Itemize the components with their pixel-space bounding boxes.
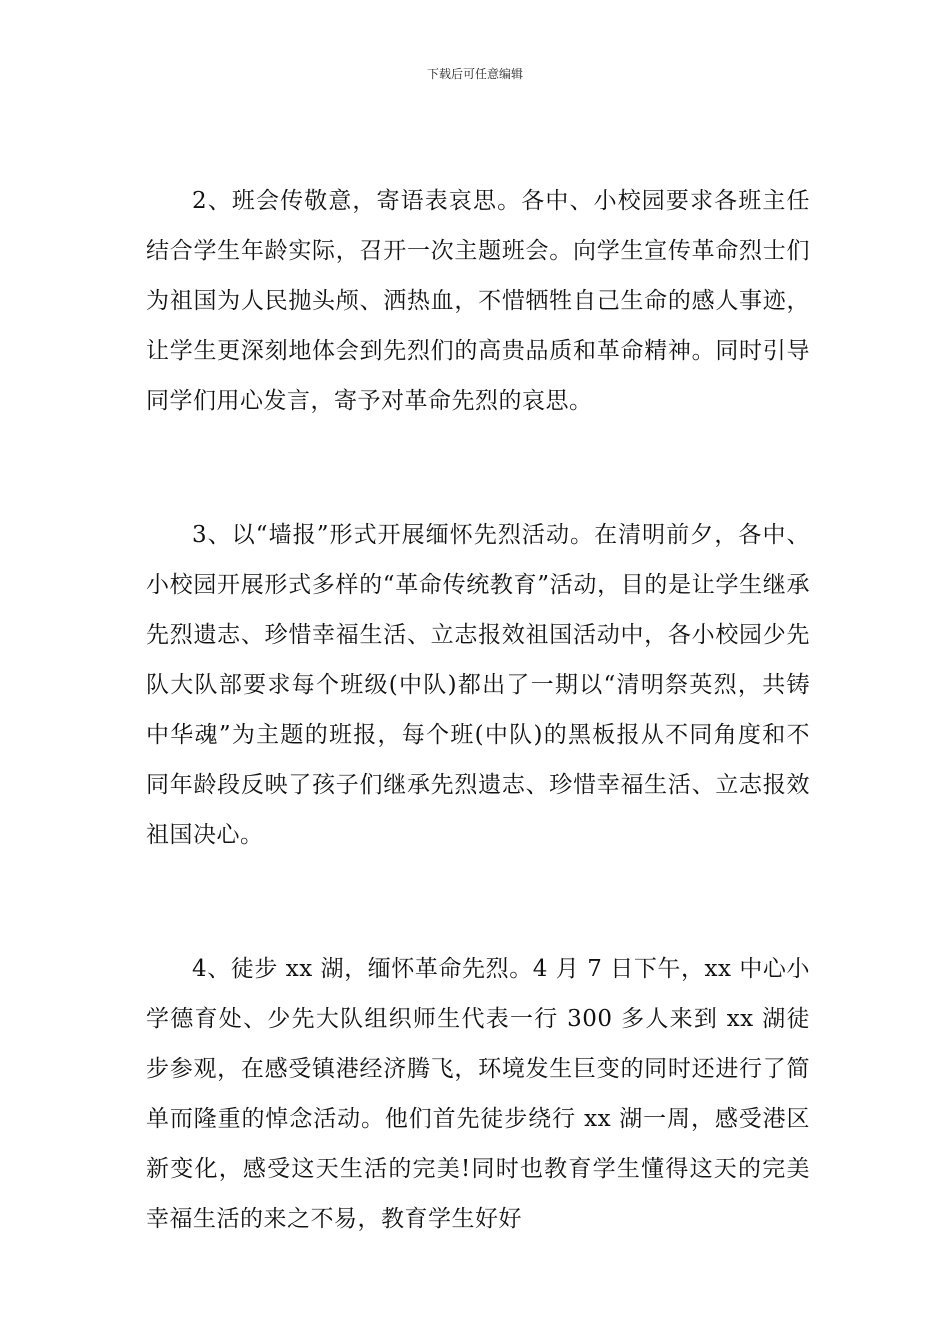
- document-body: [146, 176, 810, 1244]
- paragraph-lake-walk: 4、徒步 xx 湖，缅怀革命先烈。4 月 7 日下午，xx 中心小学德育处、少先大队组织师生代表一行 300 多人来到 xx 湖徒步参观，在感受镇港经济腾飞，环境发生巨变的同时还进行了简单而隆重的悼念活动。他们首先徒步绕行 xx 湖一周，感受港区新变化，感受这天生活的完美!同时也教育学生懂得这天的完美幸福生活的来之不易，教育学生好好: [146, 956, 810, 1232]
- paragraph-wall-newspaper: 3、以“墙报”形式开展缅怀先烈活动。在清明前夕，各中、小校园开展形式多样的“革命传统教育”活动，目的是让学生继承先烈遗志、珍惜幸福生活、立志报效祖国活动中，各小校园少先队大队部要求每个班级(中队)都出了一期以“清明祭英烈，共铸中华魂”为主题的班报，每个班(中队)的黑板报从不同角度和不同年龄段反映了孩子们继承先烈遗志、珍惜幸福生活、立志报效祖国决心。: [146, 522, 810, 848]
- paragraph-class-meeting: 2、班会传敬意，寄语表哀思。各中、小校园要求各班主任结合学生年龄实际，召开一次主题班会。向学生宣传革命烈士们为祖国为人民抛头颅、洒热血，不惜牺牲自己生命的感人事迹，让学生更深刻地体会到先烈们的高贵品质和革命精神。同时引导同学们用心发言，寄予对革命先烈的哀思。: [146, 188, 810, 414]
- page-header: 下载后可任意编辑: [426, 67, 523, 81]
